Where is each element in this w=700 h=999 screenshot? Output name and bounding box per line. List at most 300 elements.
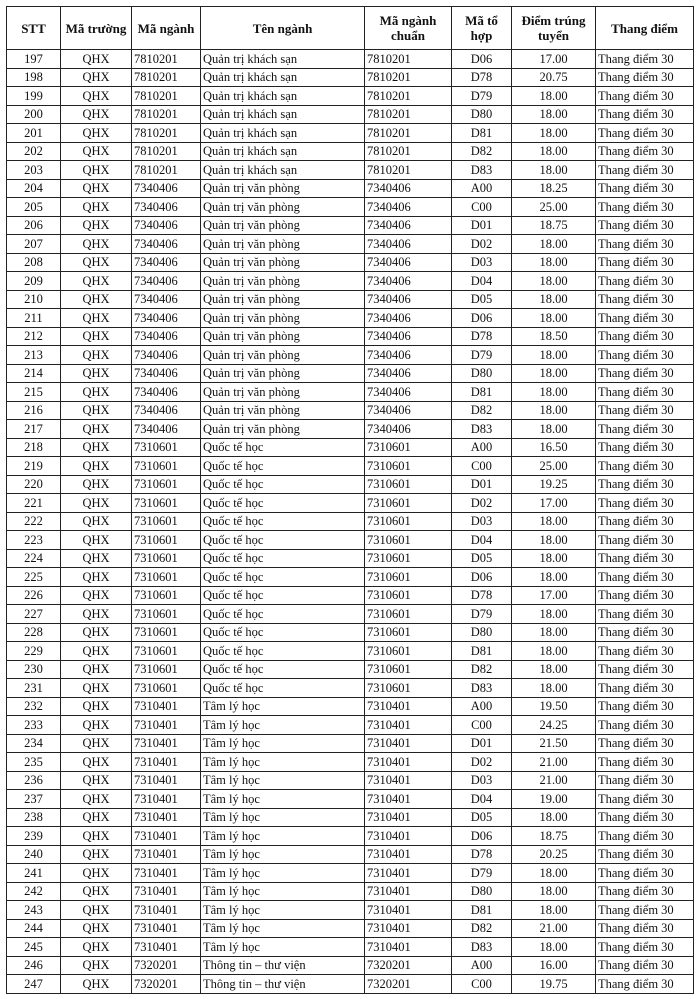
major-code-cell: 7310601 xyxy=(132,679,201,698)
scale-cell: Thang điểm 30 xyxy=(596,864,694,883)
school-code-cell: QHX xyxy=(61,919,132,938)
combination-cell: D79 xyxy=(452,864,512,883)
standard-code-cell: 7810201 xyxy=(365,105,452,124)
scale-cell: Thang điểm 30 xyxy=(596,975,694,994)
major-code-cell: 7310401 xyxy=(132,901,201,920)
standard-code-cell: 7310401 xyxy=(365,827,452,846)
stt-cell: 205 xyxy=(7,198,61,217)
table-row xyxy=(7,383,694,402)
score-cell: 18.75 xyxy=(512,216,596,235)
school-code-cell: QHX xyxy=(61,105,132,124)
combination-cell: D03 xyxy=(452,512,512,531)
combination-cell: D82 xyxy=(452,142,512,161)
table-row xyxy=(7,808,694,827)
major-name-cell: Quản trị văn phòng xyxy=(201,235,365,254)
school-code-cell: QHX xyxy=(61,68,132,87)
header-row xyxy=(7,7,694,50)
stt-cell: 243 xyxy=(7,901,61,920)
school-code-cell: QHX xyxy=(61,457,132,476)
school-code-cell: QHX xyxy=(61,142,132,161)
scale-cell: Thang điểm 30 xyxy=(596,956,694,975)
score-cell: 19.50 xyxy=(512,697,596,716)
table-row xyxy=(7,272,694,291)
stt-cell: 214 xyxy=(7,364,61,383)
score-cell: 18.00 xyxy=(512,124,596,143)
major-name-cell: Quản trị văn phòng xyxy=(201,309,365,328)
school-code-cell: QHX xyxy=(61,327,132,346)
major-code-cell: 7340406 xyxy=(132,216,201,235)
standard-code-cell: 7310601 xyxy=(365,605,452,624)
combination-cell: C00 xyxy=(452,457,512,476)
score-cell: 18.00 xyxy=(512,549,596,568)
table-row xyxy=(7,179,694,198)
score-cell: 17.00 xyxy=(512,50,596,69)
standard-code-cell: 7310601 xyxy=(365,660,452,679)
standard-code-cell: 7310601 xyxy=(365,531,452,550)
combination-cell: A00 xyxy=(452,697,512,716)
table-row xyxy=(7,605,694,624)
stt-cell: 229 xyxy=(7,642,61,661)
school-code-cell: QHX xyxy=(61,734,132,753)
major-code-cell: 7310401 xyxy=(132,845,201,864)
combination-cell: D83 xyxy=(452,420,512,439)
major-name-cell: Tâm lý học xyxy=(201,901,365,920)
table-row xyxy=(7,50,694,69)
score-cell: 20.75 xyxy=(512,68,596,87)
major-code-cell: 7310401 xyxy=(132,919,201,938)
scale-cell: Thang điểm 30 xyxy=(596,827,694,846)
standard-code-cell: 7340406 xyxy=(365,253,452,272)
score-cell: 18.00 xyxy=(512,420,596,439)
table-row xyxy=(7,309,694,328)
school-code-cell: QHX xyxy=(61,438,132,457)
major-code-cell: 7310401 xyxy=(132,697,201,716)
major-code-cell: 7310601 xyxy=(132,438,201,457)
table-row xyxy=(7,253,694,272)
major-name-cell: Quản trị văn phòng xyxy=(201,272,365,291)
score-cell: 18.00 xyxy=(512,346,596,365)
stt-cell: 228 xyxy=(7,623,61,642)
table-row xyxy=(7,124,694,143)
major-code-cell: 7310601 xyxy=(132,531,201,550)
stt-cell: 233 xyxy=(7,716,61,735)
school-code-cell: QHX xyxy=(61,253,132,272)
school-code-cell: QHX xyxy=(61,50,132,69)
stt-cell: 222 xyxy=(7,512,61,531)
header-major-code: Mã ngành xyxy=(132,7,201,50)
major-code-cell: 7310601 xyxy=(132,623,201,642)
scale-cell: Thang điểm 30 xyxy=(596,179,694,198)
table-row xyxy=(7,975,694,994)
school-code-cell: QHX xyxy=(61,512,132,531)
score-cell: 18.00 xyxy=(512,87,596,106)
major-name-cell: Tâm lý học xyxy=(201,919,365,938)
score-cell: 18.00 xyxy=(512,161,596,180)
school-code-cell: QHX xyxy=(61,716,132,735)
stt-cell: 245 xyxy=(7,938,61,957)
combination-cell: D80 xyxy=(452,364,512,383)
combination-cell: D03 xyxy=(452,771,512,790)
header-school-code: Mã trường xyxy=(61,7,132,50)
header-standard-code: Mã ngành chuẩn xyxy=(365,7,452,50)
major-name-cell: Quản trị văn phòng xyxy=(201,216,365,235)
combination-cell: D06 xyxy=(452,309,512,328)
scale-cell: Thang điểm 30 xyxy=(596,568,694,587)
scale-cell: Thang điểm 30 xyxy=(596,549,694,568)
standard-code-cell: 7310401 xyxy=(365,845,452,864)
school-code-cell: QHX xyxy=(61,642,132,661)
standard-code-cell: 7340406 xyxy=(365,309,452,328)
major-name-cell: Quốc tế học xyxy=(201,512,365,531)
score-cell: 18.75 xyxy=(512,827,596,846)
school-code-cell: QHX xyxy=(61,864,132,883)
stt-cell: 227 xyxy=(7,605,61,624)
score-cell: 18.00 xyxy=(512,383,596,402)
standard-code-cell: 7310601 xyxy=(365,494,452,513)
header-combination: Mã tổ hợp xyxy=(452,7,512,50)
school-code-cell: QHX xyxy=(61,124,132,143)
scale-cell: Thang điểm 30 xyxy=(596,346,694,365)
table-row xyxy=(7,290,694,309)
school-code-cell: QHX xyxy=(61,290,132,309)
score-cell: 18.00 xyxy=(512,401,596,420)
stt-cell: 199 xyxy=(7,87,61,106)
school-code-cell: QHX xyxy=(61,549,132,568)
major-code-cell: 7310401 xyxy=(132,938,201,957)
major-code-cell: 7310601 xyxy=(132,475,201,494)
school-code-cell: QHX xyxy=(61,198,132,217)
school-code-cell: QHX xyxy=(61,216,132,235)
table-row xyxy=(7,586,694,605)
score-cell: 18.00 xyxy=(512,531,596,550)
standard-code-cell: 7810201 xyxy=(365,124,452,143)
major-name-cell: Quản trị văn phòng xyxy=(201,420,365,439)
stt-cell: 230 xyxy=(7,660,61,679)
school-code-cell: QHX xyxy=(61,605,132,624)
score-cell: 18.00 xyxy=(512,309,596,328)
score-cell: 18.00 xyxy=(512,253,596,272)
score-cell: 18.00 xyxy=(512,882,596,901)
major-code-cell: 7310401 xyxy=(132,808,201,827)
stt-cell: 217 xyxy=(7,420,61,439)
table-row xyxy=(7,161,694,180)
stt-cell: 239 xyxy=(7,827,61,846)
stt-cell: 235 xyxy=(7,753,61,772)
stt-cell: 221 xyxy=(7,494,61,513)
standard-code-cell: 7310601 xyxy=(365,457,452,476)
major-name-cell: Tâm lý học xyxy=(201,790,365,809)
stt-cell: 241 xyxy=(7,864,61,883)
standard-code-cell: 7310601 xyxy=(365,623,452,642)
stt-cell: 220 xyxy=(7,475,61,494)
scale-cell: Thang điểm 30 xyxy=(596,457,694,476)
major-code-cell: 7340406 xyxy=(132,346,201,365)
score-cell: 19.75 xyxy=(512,975,596,994)
scale-cell: Thang điểm 30 xyxy=(596,771,694,790)
major-code-cell: 7310401 xyxy=(132,882,201,901)
major-name-cell: Tâm lý học xyxy=(201,845,365,864)
scale-cell: Thang điểm 30 xyxy=(596,401,694,420)
major-name-cell: Quản trị văn phòng xyxy=(201,179,365,198)
score-cell: 25.00 xyxy=(512,457,596,476)
major-name-cell: Tâm lý học xyxy=(201,882,365,901)
scale-cell: Thang điểm 30 xyxy=(596,790,694,809)
table-row xyxy=(7,716,694,735)
combination-cell: D78 xyxy=(452,845,512,864)
school-code-cell: QHX xyxy=(61,364,132,383)
standard-code-cell: 7310601 xyxy=(365,438,452,457)
score-cell: 16.50 xyxy=(512,438,596,457)
major-name-cell: Quốc tế học xyxy=(201,568,365,587)
standard-code-cell: 7340406 xyxy=(365,346,452,365)
school-code-cell: QHX xyxy=(61,161,132,180)
major-code-cell: 7310401 xyxy=(132,827,201,846)
table-row xyxy=(7,790,694,809)
major-name-cell: Quản trị văn phòng xyxy=(201,290,365,309)
major-code-cell: 7320201 xyxy=(132,975,201,994)
table-row xyxy=(7,864,694,883)
major-name-cell: Quốc tế học xyxy=(201,679,365,698)
standard-code-cell: 7310401 xyxy=(365,938,452,957)
scale-cell: Thang điểm 30 xyxy=(596,87,694,106)
table-row xyxy=(7,105,694,124)
header-stt: STT xyxy=(7,7,61,50)
major-name-cell: Quản trị khách sạn xyxy=(201,68,365,87)
scale-cell: Thang điểm 30 xyxy=(596,531,694,550)
combination-cell: D04 xyxy=(452,790,512,809)
score-cell: 21.50 xyxy=(512,734,596,753)
major-code-cell: 7310601 xyxy=(132,457,201,476)
combination-cell: D81 xyxy=(452,642,512,661)
major-code-cell: 7310601 xyxy=(132,660,201,679)
combination-cell: A00 xyxy=(452,179,512,198)
table-row xyxy=(7,623,694,642)
scale-cell: Thang điểm 30 xyxy=(596,845,694,864)
major-name-cell: Quản trị khách sạn xyxy=(201,124,365,143)
score-cell: 18.00 xyxy=(512,512,596,531)
major-name-cell: Thông tin – thư viện xyxy=(201,956,365,975)
school-code-cell: QHX xyxy=(61,568,132,587)
standard-code-cell: 7810201 xyxy=(365,87,452,106)
stt-cell: 234 xyxy=(7,734,61,753)
combination-cell: D05 xyxy=(452,549,512,568)
table-row xyxy=(7,68,694,87)
stt-cell: 223 xyxy=(7,531,61,550)
major-name-cell: Tâm lý học xyxy=(201,808,365,827)
score-cell: 18.00 xyxy=(512,105,596,124)
major-name-cell: Quản trị khách sạn xyxy=(201,161,365,180)
score-cell: 18.00 xyxy=(512,623,596,642)
stt-cell: 201 xyxy=(7,124,61,143)
standard-code-cell: 7310401 xyxy=(365,864,452,883)
major-code-cell: 7310401 xyxy=(132,753,201,772)
score-cell: 16.00 xyxy=(512,956,596,975)
stt-cell: 240 xyxy=(7,845,61,864)
major-code-cell: 7810201 xyxy=(132,142,201,161)
major-code-cell: 7310601 xyxy=(132,642,201,661)
major-name-cell: Tâm lý học xyxy=(201,697,365,716)
school-code-cell: QHX xyxy=(61,790,132,809)
school-code-cell: QHX xyxy=(61,901,132,920)
score-cell: 18.00 xyxy=(512,864,596,883)
table-row xyxy=(7,549,694,568)
scale-cell: Thang điểm 30 xyxy=(596,216,694,235)
stt-cell: 209 xyxy=(7,272,61,291)
stt-cell: 238 xyxy=(7,808,61,827)
major-code-cell: 7310401 xyxy=(132,864,201,883)
scale-cell: Thang điểm 30 xyxy=(596,309,694,328)
major-code-cell: 7310601 xyxy=(132,568,201,587)
combination-cell: D82 xyxy=(452,919,512,938)
major-name-cell: Quản trị khách sạn xyxy=(201,105,365,124)
scale-cell: Thang điểm 30 xyxy=(596,716,694,735)
stt-cell: 231 xyxy=(7,679,61,698)
standard-code-cell: 7310401 xyxy=(365,919,452,938)
table-row xyxy=(7,401,694,420)
combination-cell: D01 xyxy=(452,216,512,235)
combination-cell: D80 xyxy=(452,623,512,642)
standard-code-cell: 7310401 xyxy=(365,808,452,827)
table-row xyxy=(7,438,694,457)
major-name-cell: Quản trị văn phòng xyxy=(201,364,365,383)
scale-cell: Thang điểm 30 xyxy=(596,494,694,513)
standard-code-cell: 7340406 xyxy=(365,290,452,309)
school-code-cell: QHX xyxy=(61,586,132,605)
major-name-cell: Quản trị văn phòng xyxy=(201,327,365,346)
score-cell: 18.00 xyxy=(512,938,596,957)
school-code-cell: QHX xyxy=(61,475,132,494)
school-code-cell: QHX xyxy=(61,494,132,513)
stt-cell: 232 xyxy=(7,697,61,716)
standard-code-cell: 7320201 xyxy=(365,956,452,975)
major-code-cell: 7310601 xyxy=(132,586,201,605)
standard-code-cell: 7310401 xyxy=(365,716,452,735)
standard-code-cell: 7310601 xyxy=(365,586,452,605)
table-row xyxy=(7,364,694,383)
table-row xyxy=(7,512,694,531)
stt-cell: 242 xyxy=(7,882,61,901)
combination-cell: D04 xyxy=(452,531,512,550)
major-code-cell: 7310401 xyxy=(132,716,201,735)
score-cell: 18.00 xyxy=(512,679,596,698)
table-row xyxy=(7,568,694,587)
school-code-cell: QHX xyxy=(61,679,132,698)
combination-cell: D81 xyxy=(452,124,512,143)
scale-cell: Thang điểm 30 xyxy=(596,50,694,69)
major-name-cell: Quản trị khách sạn xyxy=(201,87,365,106)
score-cell: 18.00 xyxy=(512,808,596,827)
stt-cell: 247 xyxy=(7,975,61,994)
table-row xyxy=(7,198,694,217)
table-row xyxy=(7,919,694,938)
stt-cell: 203 xyxy=(7,161,61,180)
major-name-cell: Quốc tế học xyxy=(201,642,365,661)
combination-cell: D80 xyxy=(452,882,512,901)
major-name-cell: Quốc tế học xyxy=(201,660,365,679)
school-code-cell: QHX xyxy=(61,272,132,291)
combination-cell: D06 xyxy=(452,568,512,587)
score-cell: 18.00 xyxy=(512,142,596,161)
table-row xyxy=(7,679,694,698)
standard-code-cell: 7310601 xyxy=(365,679,452,698)
major-name-cell: Tâm lý học xyxy=(201,734,365,753)
school-code-cell: QHX xyxy=(61,827,132,846)
major-code-cell: 7310601 xyxy=(132,512,201,531)
major-code-cell: 7340406 xyxy=(132,253,201,272)
scale-cell: Thang điểm 30 xyxy=(596,808,694,827)
stt-cell: 208 xyxy=(7,253,61,272)
standard-code-cell: 7340406 xyxy=(365,179,452,198)
combination-cell: D01 xyxy=(452,734,512,753)
scale-cell: Thang điểm 30 xyxy=(596,198,694,217)
school-code-cell: QHX xyxy=(61,179,132,198)
stt-cell: 226 xyxy=(7,586,61,605)
combination-cell: D03 xyxy=(452,253,512,272)
combination-cell: D05 xyxy=(452,290,512,309)
combination-cell: D83 xyxy=(452,679,512,698)
standard-code-cell: 7340406 xyxy=(365,198,452,217)
scale-cell: Thang điểm 30 xyxy=(596,753,694,772)
scale-cell: Thang điểm 30 xyxy=(596,272,694,291)
major-name-cell: Quốc tế học xyxy=(201,605,365,624)
combination-cell: D80 xyxy=(452,105,512,124)
score-cell: 18.00 xyxy=(512,660,596,679)
scale-cell: Thang điểm 30 xyxy=(596,882,694,901)
major-name-cell: Quản trị văn phòng xyxy=(201,401,365,420)
scale-cell: Thang điểm 30 xyxy=(596,327,694,346)
major-name-cell: Quốc tế học xyxy=(201,549,365,568)
combination-cell: D05 xyxy=(452,808,512,827)
table-row xyxy=(7,531,694,550)
scale-cell: Thang điểm 30 xyxy=(596,290,694,309)
score-cell: 18.00 xyxy=(512,901,596,920)
standard-code-cell: 7310601 xyxy=(365,549,452,568)
major-code-cell: 7340406 xyxy=(132,309,201,328)
school-code-cell: QHX xyxy=(61,771,132,790)
combination-cell: D79 xyxy=(452,87,512,106)
combination-cell: C00 xyxy=(452,975,512,994)
admission-score-table xyxy=(6,6,694,994)
standard-code-cell: 7810201 xyxy=(365,161,452,180)
table-row xyxy=(7,734,694,753)
major-name-cell: Tâm lý học xyxy=(201,753,365,772)
table-row xyxy=(7,827,694,846)
combination-cell: D78 xyxy=(452,327,512,346)
major-code-cell: 7810201 xyxy=(132,105,201,124)
school-code-cell: QHX xyxy=(61,938,132,957)
standard-code-cell: 7310401 xyxy=(365,790,452,809)
stt-cell: 211 xyxy=(7,309,61,328)
major-name-cell: Quốc tế học xyxy=(201,457,365,476)
major-name-cell: Thông tin – thư viện xyxy=(201,975,365,994)
table-row xyxy=(7,216,694,235)
combination-cell: C00 xyxy=(452,198,512,217)
major-code-cell: 7340406 xyxy=(132,235,201,254)
combination-cell: D79 xyxy=(452,346,512,365)
major-name-cell: Quản trị văn phòng xyxy=(201,383,365,402)
stt-cell: 197 xyxy=(7,50,61,69)
major-name-cell: Tâm lý học xyxy=(201,864,365,883)
major-name-cell: Quản trị văn phòng xyxy=(201,253,365,272)
combination-cell: D01 xyxy=(452,475,512,494)
major-name-cell: Tâm lý học xyxy=(201,771,365,790)
school-code-cell: QHX xyxy=(61,531,132,550)
major-name-cell: Tâm lý học xyxy=(201,716,365,735)
school-code-cell: QHX xyxy=(61,309,132,328)
table-row xyxy=(7,697,694,716)
scale-cell: Thang điểm 30 xyxy=(596,734,694,753)
header-scale: Thang điểm xyxy=(596,7,694,50)
